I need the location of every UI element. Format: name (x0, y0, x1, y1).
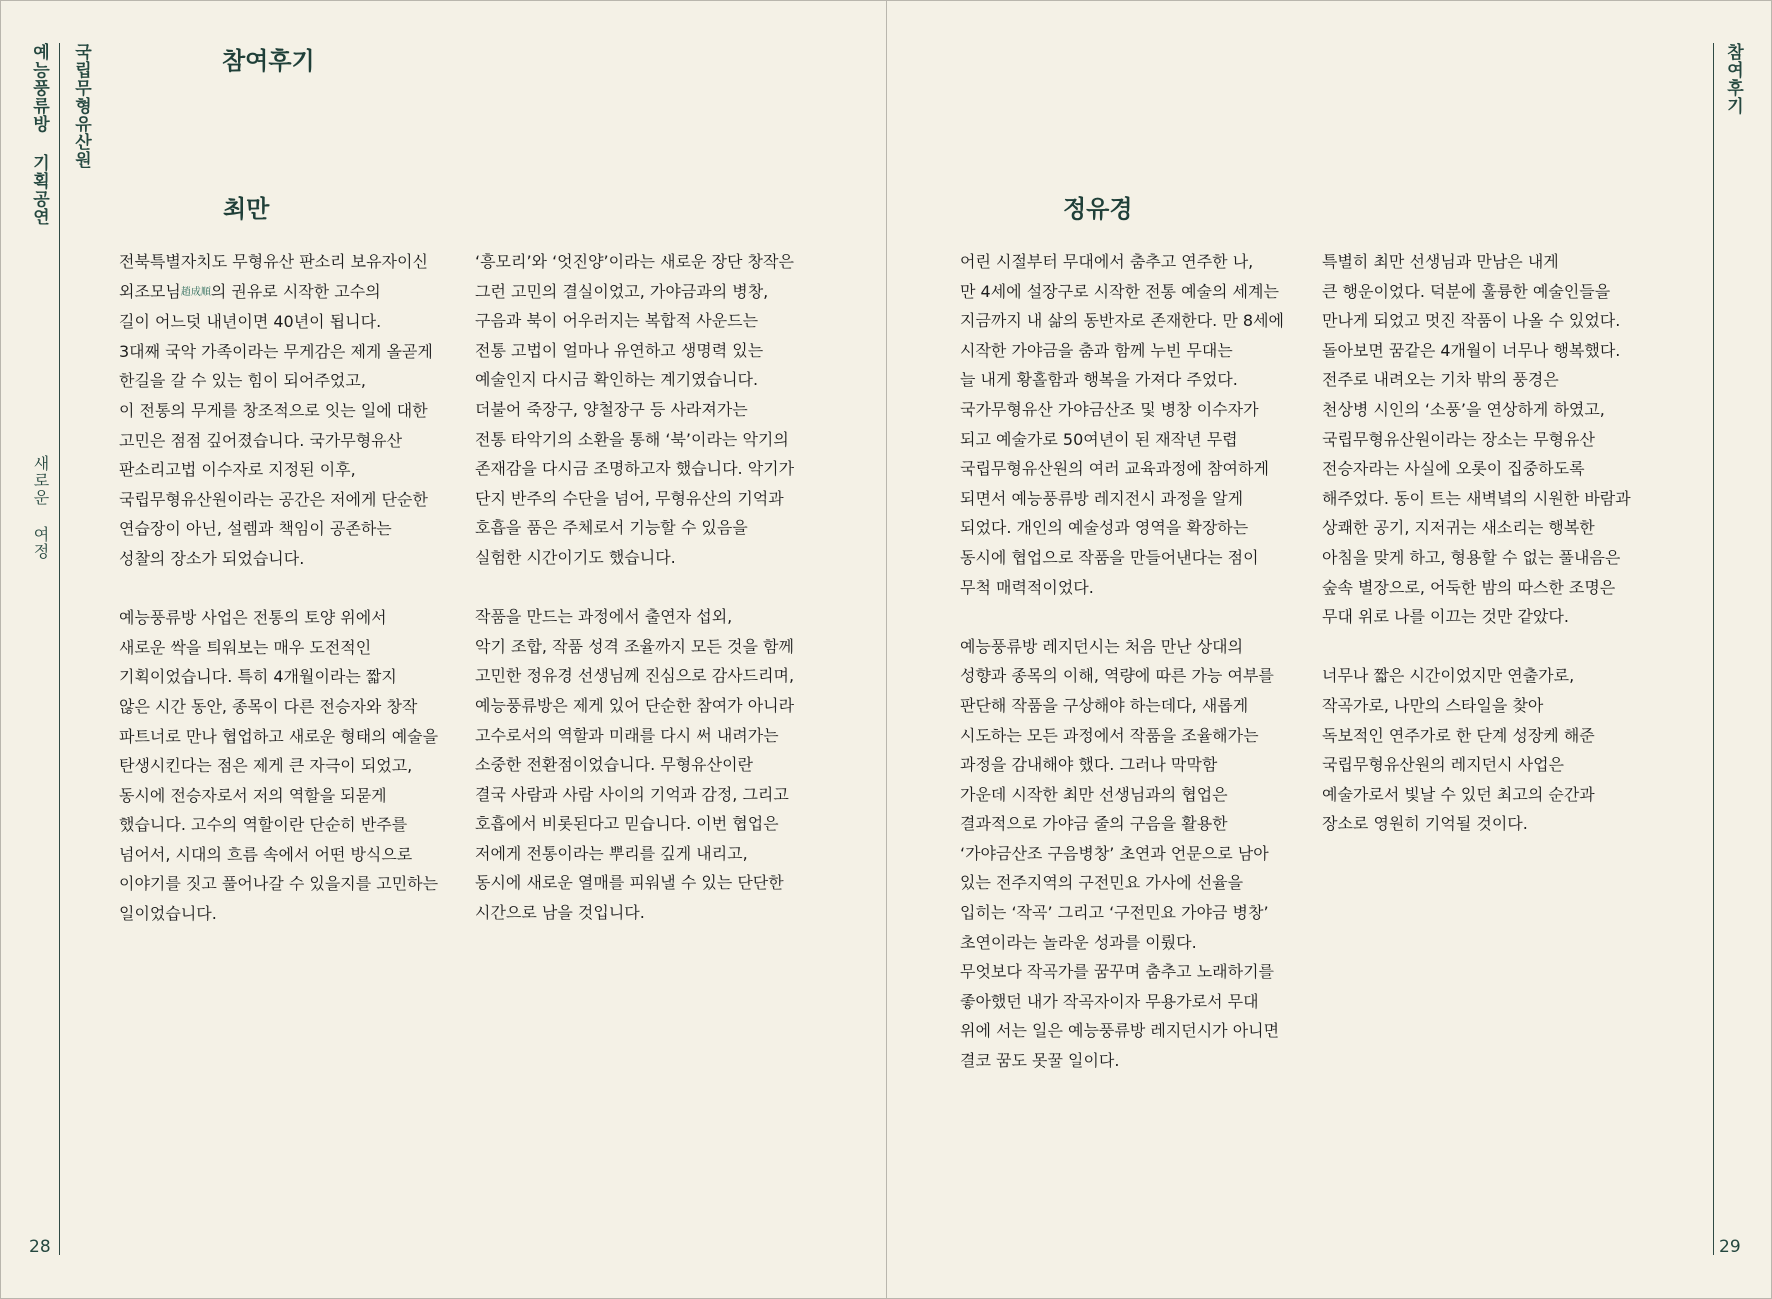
text-line: 특별히 최만 선생님과 만남은 내게 (1322, 252, 1559, 271)
text-fragment: 의 권유로 시작한 고수의 (210, 281, 381, 301)
text-line: 국립무형유산원이라는 장소는 무형유산 (1322, 429, 1595, 449)
left-column-1 (119, 247, 438, 958)
text-line: 상쾌한 공기, 지저귀는 새소리는 행복한 (1322, 518, 1595, 538)
page-number-right: 29 (1719, 1237, 1741, 1257)
text-line: 넘어서, 시대의 흐름 속에서 어떤 방식으로 (119, 844, 413, 864)
text-line: 구음과 북이 어우러지는 복합적 사운드는 (475, 311, 759, 331)
text-line: 성찰의 장소가 되었습니다. (119, 548, 305, 568)
text-line: 탄생시킨다는 점은 제게 큰 자극이 되었고, (119, 756, 413, 776)
text-line: 판단해 작품을 구상해야 하는데다, 새롭게 (960, 695, 1249, 715)
paragraph (1322, 661, 1631, 839)
section-title: 참여후기 (222, 47, 315, 75)
text-line: 호흡을 품은 주체로서 기능할 수 있음을 (475, 518, 748, 538)
text-line: 늘 내게 황홀함과 행복을 가져다 주었다. (960, 370, 1238, 390)
right-column-2 (1322, 247, 1631, 868)
text-line: 만 4세에 설장구로 시작한 전통 예술의 세계는 (960, 281, 1279, 301)
text-line: 새로운 싹을 틔워보는 매우 도전적인 (119, 637, 372, 657)
text-line: 않은 시간 동안, 종목이 다른 전승자와 창작 (119, 696, 418, 716)
text-line: 무대 위로 나를 이끄는 것만 같았다. (1322, 607, 1569, 627)
paragraph (1322, 247, 1631, 632)
paragraph (960, 247, 1284, 602)
text-line: 성향과 종목의 이해, 역량에 따른 가능 여부를 (960, 666, 1274, 686)
left-column-2 (475, 247, 794, 957)
text-line: 존재감을 다시금 조명하고자 했습니다. 악기가 (475, 459, 795, 479)
right-column-1 (960, 247, 1284, 1105)
text-line: 지금까지 내 삶의 동반자로 존재한다. 만 8세에 (960, 311, 1284, 331)
left-margin-rule (59, 43, 60, 1255)
text-line: 이야기를 짓고 풀어나갈 수 있을지를 고민하는 (119, 874, 439, 894)
page-gutter (886, 1, 887, 1299)
text-line: 되면서 예능풍류방 레지전시 과정을 알게 (960, 488, 1244, 508)
paragraph (119, 247, 438, 574)
text-line: 단지 반주의 수단을 넘어, 무형유산의 기억과 (475, 488, 784, 508)
text-line: 전승자라는 사실에 오롯이 집중하도록 (1322, 459, 1585, 479)
text-line: 있는 전주지역의 구전민요 가사에 선율을 (960, 873, 1244, 893)
paragraph (960, 632, 1284, 1076)
paragraph (475, 247, 794, 573)
text-line: 국가무형유산 가야금산조 및 병창 이수자가 (960, 399, 1259, 419)
text-fragment: 외조모님 (119, 281, 181, 301)
text-line: 시간으로 남을 것입니다. (475, 903, 645, 923)
paragraph (475, 602, 794, 928)
text-line: 국립무형유산원의 레지던시 사업은 (1322, 755, 1565, 775)
text-line: 동시에 전승자로서 저의 역할을 되묻게 (119, 785, 387, 805)
text-line: 고민한 정유경 선생님께 진심으로 감사드리며, (475, 666, 795, 686)
text-line: 만나게 되었고 멋진 작품이 나올 수 있었다. (1322, 311, 1621, 331)
text-line: ‘흥모리’와 ‘엇진양’이라는 새로운 장단 창작은 (475, 252, 794, 271)
text-line: 무엇보다 작곡가를 꿈꾸며 춤추고 노래하기를 (960, 962, 1275, 982)
running-head-outer: 예능풍류방 기획공연 (29, 43, 49, 226)
text-line: 아침을 맞게 하고, 형용할 수 없는 풀내음은 (1322, 547, 1621, 567)
text-line: 결코 꿈도 못꿀 일이다. (960, 1051, 1120, 1071)
running-head-inner: 국립무형유산원 (71, 43, 91, 169)
text-line: 큰 행운이었다. 덕분에 훌륭한 예술인들을 (1322, 281, 1611, 301)
text-line: 독보적인 연주가로 한 단계 성장케 해준 (1322, 725, 1595, 745)
text-line: 시도하는 모든 과정에서 작품을 조율해가는 (960, 725, 1259, 745)
text-line: 좋아했던 내가 작곡자이자 무용가로서 무대 (960, 991, 1259, 1011)
text-line: 했습니다. 고수의 역할이란 단순히 반주를 (119, 815, 408, 835)
text-line: 어린 시절부터 무대에서 춤추고 연주한 나, (960, 252, 1254, 271)
chapter-label: 새로운 여정 (31, 455, 50, 560)
text-line: 파트너로 만나 협업하고 새로운 형태의 예술을 (119, 726, 439, 746)
text-line: 예능풍류방 레지던시는 처음 만난 상대의 (960, 636, 1244, 656)
text-line (119, 277, 438, 308)
text-line: 판소리고법 이수자로 지정된 이후, (119, 460, 356, 480)
text-line: 예술가로서 빛날 수 있던 최고의 순간과 (1322, 784, 1595, 804)
running-head-right: 참여후기 (1723, 43, 1743, 115)
text-line: 입히는 ‘작곡’ 그리고 ‘구전민요 가야금 병창’ (960, 903, 1269, 923)
text-line: 작품을 만드는 과정에서 출연자 섭외, (475, 607, 733, 627)
text-line: 악기 조합, 작품 성격 조율까지 모든 것을 함께 (475, 636, 794, 656)
text-line: 전통 고법이 얼마나 유연하고 생명력 있는 (475, 340, 764, 360)
text-line: 위에 서는 일은 예능풍류방 레지던시가 아니면 (960, 1021, 1280, 1041)
text-line: 너무나 짧은 시간이었지만 연출가로, (1322, 666, 1575, 686)
text-line: 소중한 전환점이었습니다. 무형유산이란 (475, 755, 754, 775)
text-line: 저에게 전통이라는 뿌리를 깊게 내리고, (475, 843, 748, 863)
hanja-annotation: 趙成順 (180, 286, 211, 298)
text-line: 길이 어느덧 내년이면 40년이 됩니다. (119, 312, 382, 332)
text-line: 가운데 시작한 최만 선생님과의 협업은 (960, 784, 1228, 804)
text-line: ‘가야금산조 구음병창’ 초연과 언문으로 남아 (960, 843, 1269, 863)
text-line: 예능풍류방은 제게 있어 단순한 참여가 아니라 (475, 695, 795, 715)
text-line: 고수로서의 역할과 미래를 다시 써 내려가는 (475, 725, 779, 745)
text-line: 이 전통의 무게를 창조적으로 잇는 일에 대한 (119, 400, 428, 420)
text-line: 일이었습니다. (119, 904, 217, 924)
text-line: 고민은 점점 깊어졌습니다. 국가무형유산 (119, 430, 403, 450)
text-line: 실험한 시간이기도 했습니다. (475, 547, 676, 567)
right-margin-rule (1713, 43, 1714, 1255)
text-line: 되었다. 개인의 예술성과 영역을 확장하는 (960, 518, 1249, 538)
text-line: 호흡에서 비롯된다고 믿습니다. 이번 협업은 (475, 814, 779, 834)
text-line: 예능풍류방 사업은 전통의 토양 위에서 (119, 608, 387, 628)
text-line: 동시에 협업으로 작품을 만들어낸다는 점이 (960, 547, 1259, 567)
author-name-jeong-yugyeong: 정유경 (1063, 195, 1133, 223)
text-line: 천상병 시인의 ‘소풍’을 연상하게 하였고, (1322, 399, 1605, 419)
text-line: 국립무형유산원의 여러 교육과정에 참여하게 (960, 459, 1269, 479)
text-line: 해주었다. 동이 트는 새벽녘의 시원한 바람과 (1322, 488, 1631, 508)
text-line: 시작한 가야금을 춤과 함께 누빈 무대는 (960, 340, 1233, 360)
text-line: 작곡가로, 나만의 스타일을 찾아 (1322, 695, 1544, 715)
text-line: 숲속 별장으로, 어둑한 밤의 따스한 조명은 (1322, 577, 1616, 597)
text-line: 결국 사람과 사람 사이의 기억과 감정, 그리고 (475, 784, 789, 804)
author-name-choi-man: 최만 (223, 195, 270, 223)
text-line: 동시에 새로운 열매를 피워낼 수 있는 단단한 (475, 873, 784, 893)
text-line: 무척 매력적이었다. (960, 577, 1094, 597)
text-line: 과정을 감내해야 했다. 그러나 막막함 (960, 755, 1218, 775)
text-line: 3대째 국악 가족이라는 무게감은 제게 올곧게 (119, 341, 433, 361)
text-line: 더불어 죽장구, 양철장구 등 사라져가는 (475, 399, 748, 419)
text-line: 돌아보면 꿈같은 4개월이 너무나 행복했다. (1322, 340, 1621, 360)
text-line: 한길을 갈 수 있는 힘이 되어주었고, (119, 371, 366, 391)
text-line: 전주로 내려오는 기차 밖의 풍경은 (1322, 370, 1559, 390)
page-number-left: 28 (29, 1237, 51, 1257)
text-line: 장소로 영원히 기억될 것이다. (1322, 814, 1528, 834)
text-line: 전통 타악기의 소환을 통해 ‘북’이라는 악기의 (475, 429, 789, 449)
text-line: 기획이었습니다. 특히 4개월이라는 짧지 (119, 667, 397, 687)
text-line: 연습장이 아닌, 설렘과 책임이 공존하는 (119, 519, 392, 539)
paragraph (119, 603, 438, 929)
text-line: 전북특별자치도 무형유산 판소리 보유자이신 (119, 252, 428, 271)
text-line: 초연이라는 놀라운 성과를 이뤘다. (960, 932, 1197, 952)
text-line: 예술인지 다시금 확인하는 계기였습니다. (475, 370, 759, 390)
text-line: 그런 고민의 결실이었고, 가야금과의 병창, (475, 281, 769, 301)
text-line: 국립무형유산원이라는 공간은 저에게 단순한 (119, 489, 428, 509)
text-line: 되고 예술가로 50여년이 된 재작년 무렵 (960, 429, 1238, 449)
text-line: 결과적으로 가야금 줄의 구음을 활용한 (960, 814, 1228, 834)
